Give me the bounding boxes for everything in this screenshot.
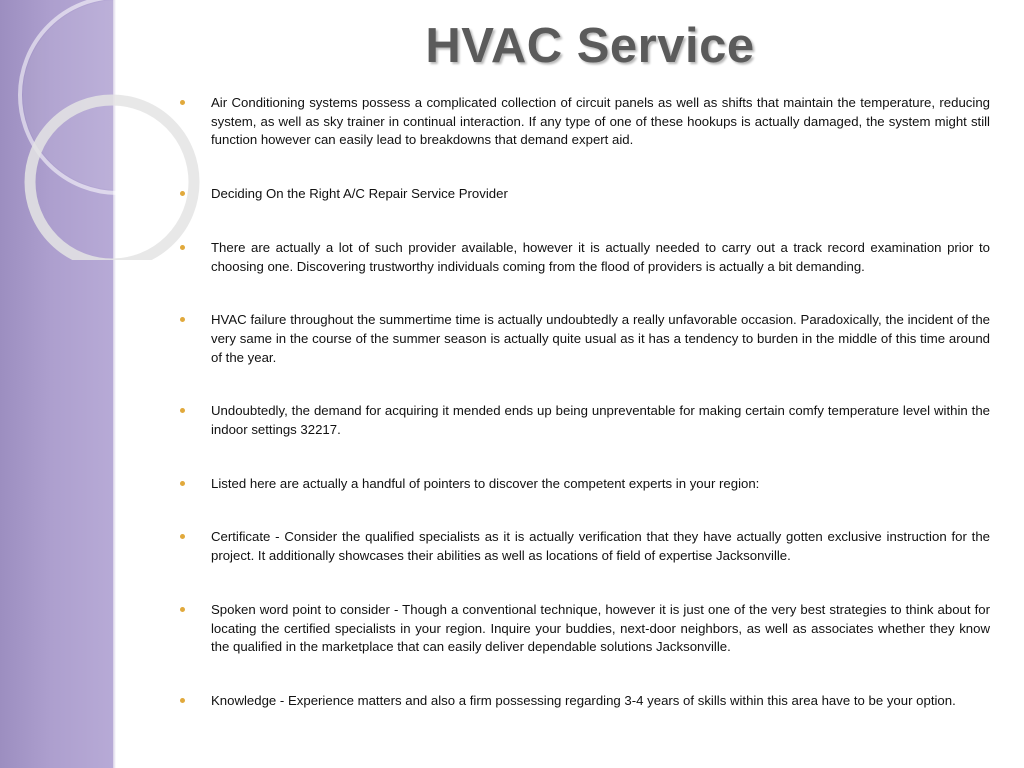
bullet-item [178,311,990,367]
bullet-text: Certificate - Consider the qualified specialists as it is actually verification that they have actually gotten exclusive instruction for the project. It additionally showcases their abilities as well as locations of field of expertise Jacksonville. [211,529,990,564]
bullet-item [178,239,990,276]
bullet-icon [180,534,185,539]
bullet-text: Listed here are actually a handful of pointers to discover the competent experts in your region: [211,475,760,491]
bullet-item [178,402,990,439]
bullet-item [178,528,990,565]
bullet-item [178,185,990,204]
bullet-text: Spoken word point to consider - Though a conventional technique, however it is just one of the very best strategies to think about for locating the certified specialists in your region. Inquire your buddies, next-door neighbors, as well as associates whether they know the qualified in the marketplace that can easily deliver dependable solutions Jacksonville. [211,601,990,655]
bullet-item [178,475,990,494]
bullet-icon [180,191,185,196]
bullet-text: Knowledge - Experience matters and also a firm possessing regarding 3-4 years of skills within this area have to be your option. [211,692,956,708]
bullet-text: HVAC failure throughout the summertime time is actually undoubtedly a really unfavorable occasion. Paradoxically, the incident of the very same in the course of the summer season is actually quite usual as it has a tendency to burden in the middle of this time around of the year. [211,312,990,365]
bullet-icon [180,408,185,413]
decorative-circles [0,0,200,260]
bullet-item [178,94,990,150]
bullet-text: Air Conditioning systems possess a complicated collection of circuit panels as well as shifts that maintain the temperature, reducing system, as well as sky trainer in continual interaction. If any type of one of these hookups is actually damaged, the system might still function however can easily lead to breakdowns that demand expert aid. [211,95,990,148]
bullet-item [178,601,990,657]
bullet-item [178,692,990,711]
bullet-icon [180,100,185,105]
bullet-list [178,94,990,746]
slide-title: HVAC Service [425,19,755,73]
bullet-text: Deciding On the Right A/C Repair Service Provider [211,186,508,202]
bullet-icon [180,607,185,612]
bullet-icon [180,317,185,322]
bullet-icon [180,698,185,703]
bullet-icon [180,245,185,250]
bullet-text: Undoubtedly, the demand for acquiring it mended ends up being unpreventable for making certain comfy temperature level within the indoor settings 32217. [211,403,990,438]
bullet-text: There are actually a lot of such provider available, however it is actually needed to carry out a track record examination prior to choosing one. Discovering trustworthy individuals coming from the flood of providers is actually a bit demanding. [211,239,990,274]
bullet-icon [180,481,185,486]
